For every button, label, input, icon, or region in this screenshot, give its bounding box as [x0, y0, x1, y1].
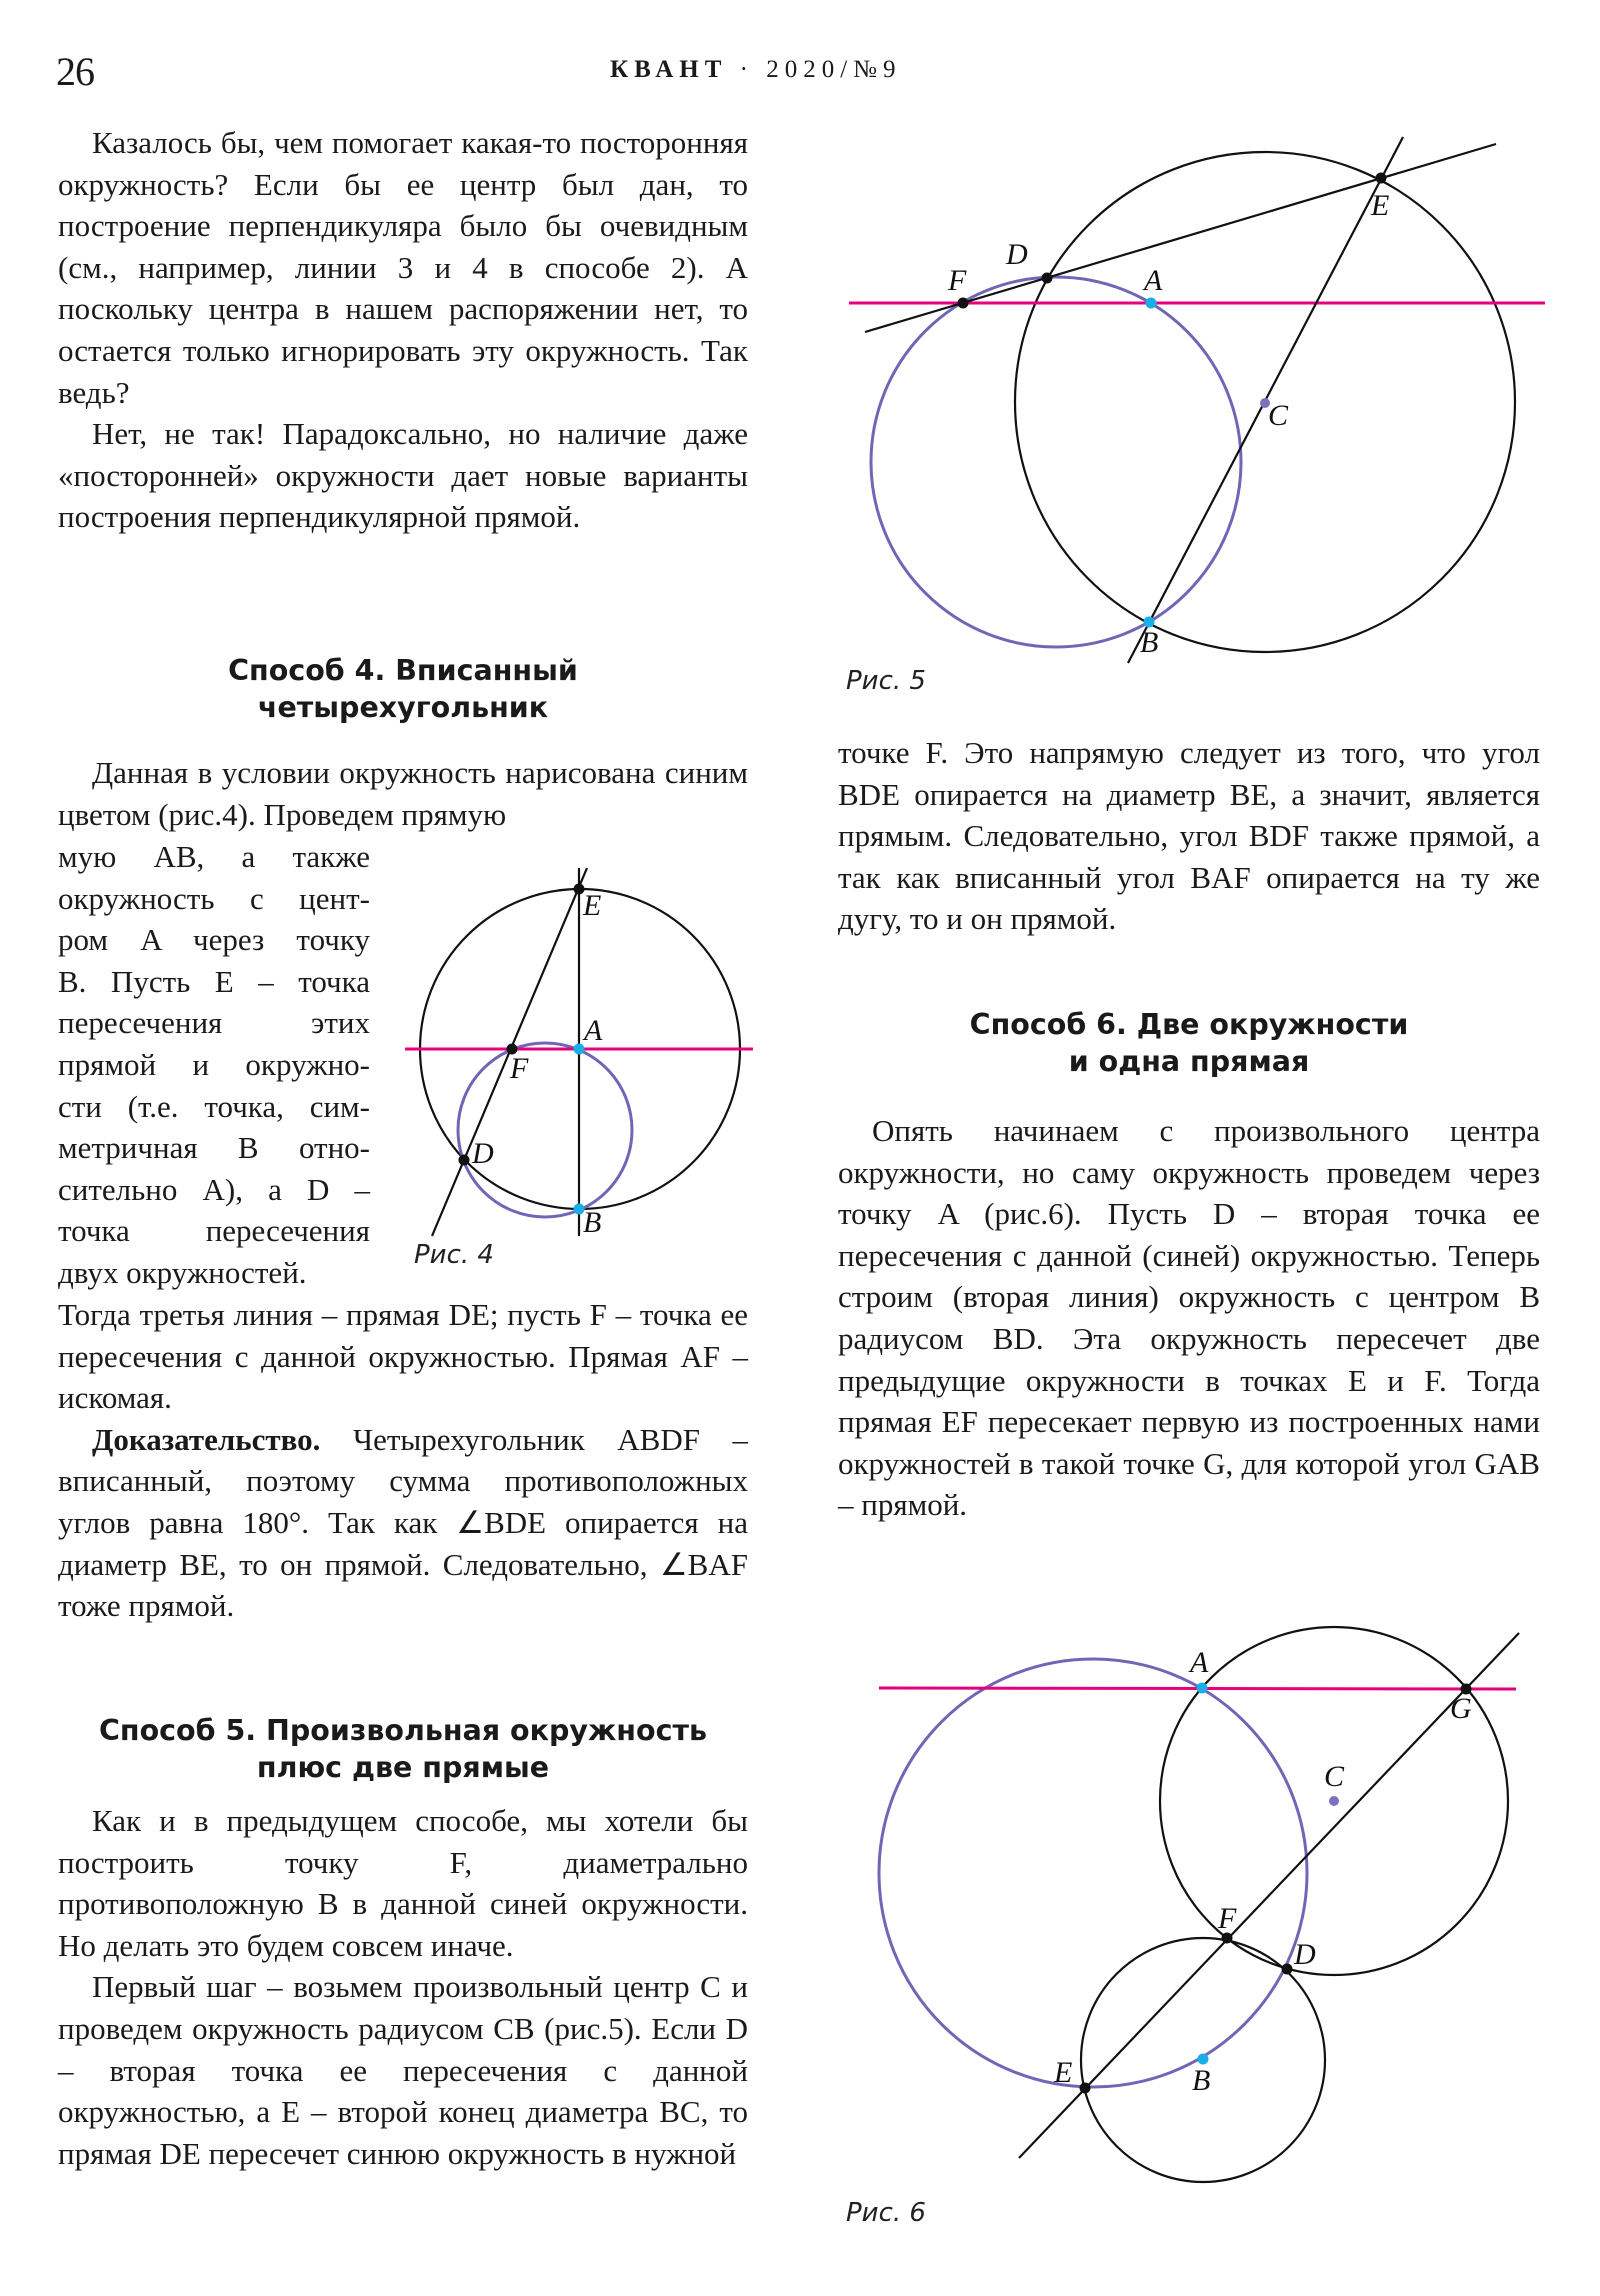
figure-4: [405, 868, 753, 1239]
figure-4-caption: Рис. 4: [414, 1240, 494, 1270]
page-number: 26: [56, 49, 94, 94]
label-b: B: [1192, 2064, 1211, 2097]
method4-para1-full: Данная в условии окружность нарисована синим цветом (рис.4). Проведем прямую: [58, 755, 748, 832]
label-f: F: [510, 1052, 529, 1085]
wrap-line: пересечения этих: [58, 1005, 370, 1041]
method5-heading-line1: Способ 5. Произвольная окружность: [98, 1714, 708, 1747]
issue-number: 2020/№9: [766, 56, 902, 83]
point-d: [459, 1155, 470, 1166]
label-a: A: [584, 1014, 603, 1047]
wrap-line: сти (т.е. точка, сим-: [58, 1088, 370, 1124]
wrap-line: двух окружностей.: [58, 1254, 307, 1290]
method4-para1-tail: Тогда третья линия – прямая DE; пусть F – точка ее пересечения с данной окружностью. Прямая AF – искомая.: [58, 1297, 748, 1416]
label-g: G: [1450, 1692, 1472, 1725]
intro-paragraph-1: Казалось бы, чем помогает какая-то посторонняя окружность? Если бы ее центр был дан, то построение перпендикуляра было бы очевидным (см., например, линии 3 и 4 в способе 2). А поскольку центра в нашем распоряжении нет, то остается только игнорировать эту окружность. Так ведь?: [58, 125, 748, 410]
point-f: [958, 298, 969, 309]
label-d: D: [1006, 238, 1028, 271]
method5-heading-line2: плюс две прямые: [256, 1751, 550, 1784]
journal-name: КВАНТ: [610, 56, 728, 83]
label-e: E: [583, 889, 602, 922]
point-a: [1197, 1683, 1208, 1694]
given-circle: [458, 1043, 632, 1217]
point-d: [1042, 273, 1053, 284]
method5-para1: Как и в предыдущем способе, мы хотели бы построить точку F, диаметрально противоположную B в данной синей окружности. Но делать это будем совсем иначе.: [58, 1803, 748, 1963]
method5-para2: Первый шаг – возьмем произвольный центр C и проведем окружность радиусом CB (рис.5). Если D – вторая точка ее пересечения с данной окружностью, а E – второй конец диаметра BC, то прямая DE пересечет синюю окружность в нужной: [58, 1969, 748, 2171]
label-c: C: [1324, 1760, 1345, 1793]
figure-6: [879, 1627, 1519, 2182]
given-circle: [871, 277, 1241, 647]
point-d: [1282, 1964, 1293, 1975]
method4-heading-line2: четырехугольник: [257, 691, 549, 724]
method5-continued: точке F. Это напрямую следует из того, что угол BDE опирается на диаметр BE, а значит, является прямым. Следовательно, угол BDF также прямой, а так как вписанный угол BAF опирается на ту же дугу, то и он прямой.: [838, 735, 1540, 937]
point-a: [574, 1044, 585, 1055]
figure-5: [849, 137, 1545, 663]
label-b: B: [583, 1206, 602, 1239]
method6-heading-line1: Способ 6. Две окружности: [969, 1008, 1409, 1041]
wrap-line: метричная B отно-: [58, 1130, 370, 1166]
figure-6-caption: Рис. 6: [846, 2198, 926, 2228]
line-ef: [1019, 1633, 1519, 2158]
label-b: B: [1140, 626, 1159, 659]
label-d: D: [1294, 1938, 1316, 1971]
proof-text: Четырехугольник ABDF – вписанный, поэтому сумма противоположных углов равна 180°. Так как ∠BDE опирается на диаметр BE, то он прямой. Следовательно, ∠BAF тоже прямой.: [58, 1421, 748, 1624]
intro-paragraph-2: Нет, не так! Парадоксально, но наличие даже «посторонней» окружности дает новые варианты построения перпендикулярной прямой.: [58, 416, 748, 535]
label-e: E: [1371, 189, 1390, 222]
wrap-line: ром A через точку: [58, 922, 370, 958]
wrap-line: точка пересечения: [58, 1213, 370, 1249]
wrap-line: прямой и окружно-: [58, 1046, 370, 1082]
point-c-center: [1329, 1796, 1339, 1806]
label-c: C: [1268, 399, 1289, 432]
method6-heading-line2: и одна прямая: [1068, 1045, 1310, 1078]
label-a: A: [1144, 264, 1163, 297]
label-f: F: [1218, 1902, 1237, 1935]
given-circle: [879, 1659, 1307, 2087]
title-separator: ·: [739, 56, 754, 83]
wrap-line: сительно A), а D –: [58, 1171, 370, 1207]
label-d: D: [472, 1137, 494, 1170]
wrap-line: мую AB, а также: [58, 839, 370, 874]
method6-para1: Опять начинаем с произвольного центра окружности, но саму окружность проведем через точку A (рис.6). Пусть D – вторая точка ее пересечения с данной (синей) окружностью. Теперь строим (вторая линия) окружность с центром B радиусом BD. Эта окружность пересечет две предыдущие окружности в точках E и F. Тогда прямая EF пересекает первую из построенных нами окружностей в такой точке G, для которой угол GAB – прямой.: [838, 1113, 1540, 1523]
point-e: [1376, 173, 1387, 184]
point-a: [1146, 298, 1157, 309]
point-b: [1198, 2054, 1209, 2065]
point-e: [1080, 2083, 1091, 2094]
figure-5-caption: Рис. 5: [846, 666, 926, 696]
method4-heading-line1: Способ 4. Вписанный: [228, 654, 578, 687]
label-f: F: [948, 264, 967, 297]
label-e: E: [1054, 2056, 1073, 2089]
proof-label: Доказательство.: [92, 1421, 321, 1457]
wrap-line: B. Пусть E – точка: [58, 963, 370, 999]
label-a: A: [1190, 1646, 1209, 1679]
wrap-line: окружность с цент-: [58, 880, 370, 916]
